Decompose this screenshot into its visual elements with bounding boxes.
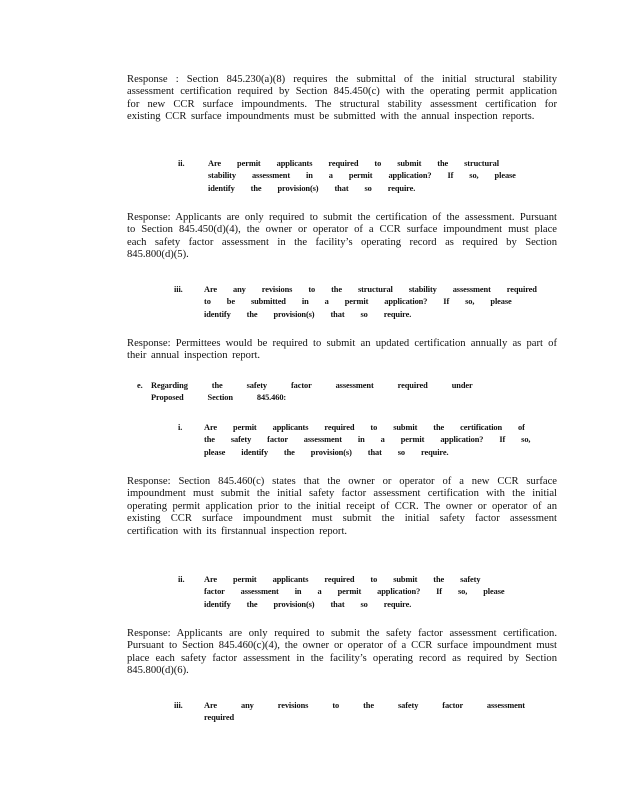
- response-paragraph: Response : Section 845.230(a)(8) requires the submittal of the initial structural stability assessment certification required by Section 845.450(c) with the operating permit application for new CCR surface impoundments. The structural stability assessment certification for existing CCR surface impoundments must be submitted with the annual inspection reports.: [127, 74, 557, 123]
- question-number: iii.: [174, 285, 183, 294]
- question-text: Are permit applicants required to submit the safety factor assessment in a permit application? If so, please identify the provision(s) that so require.: [204, 575, 505, 609]
- question-number: ii.: [178, 159, 185, 168]
- question-number: iii.: [174, 701, 183, 710]
- heading-letter: e.: [137, 381, 143, 390]
- response-paragraph: Response: Section 845.460(c) states that the owner or operator of a new CCR surface impoundment must submit the initial safety factor assessment certification with the initial operating permit application prior to the initial receipt of CCR. The owner or operator of an existing CCR surface impoundment must submit the initial safety factor assessment certification with its firstannual inspection report.: [127, 476, 557, 537]
- question-number: ii.: [178, 575, 185, 584]
- question-number: i.: [178, 423, 183, 432]
- question-text: Are permit applicants required to submit the structural stability assessment in a permit application? If so, please identify the provision(s) that so require.: [208, 159, 516, 193]
- response-paragraph: Response: Applicants are only required to submit the certification of the assessment. Pursuant to Section 845.450(d)(4), the owner or operator of a CCR surface impoundment must place each safety factor assessment in the facility’s operating record as required by Section 845.800(d)(5).: [127, 212, 557, 261]
- response-paragraph: Response: Applicants are only required to submit the safety factor assessment certification. Pursuant to Section 845.460(c)(4), the owner or operator of a CCR surface impoundment must place each safety factor assessment in the facility’s operating record as required by Section 845.800(d)(6).: [127, 628, 557, 677]
- question-text: Are any revisions to the safety factor assessment required: [204, 701, 525, 723]
- heading-text: Regarding the safety factor assessment required under Proposed Section 845.460:: [151, 381, 473, 403]
- question-text: Are any revisions to the structural stability assessment required to be submitted in a permit application? If so, please identify the provision(s) that so require.: [204, 285, 537, 319]
- question-text: Are permit applicants required to submit the certification of the safety factor assessment in a permit application? If so, please identify the provision(s) that so require.: [204, 423, 531, 457]
- response-paragraph: Response: Permittees would be required to submit an updated certification annually as part of their annual inspection report.: [127, 338, 557, 362]
